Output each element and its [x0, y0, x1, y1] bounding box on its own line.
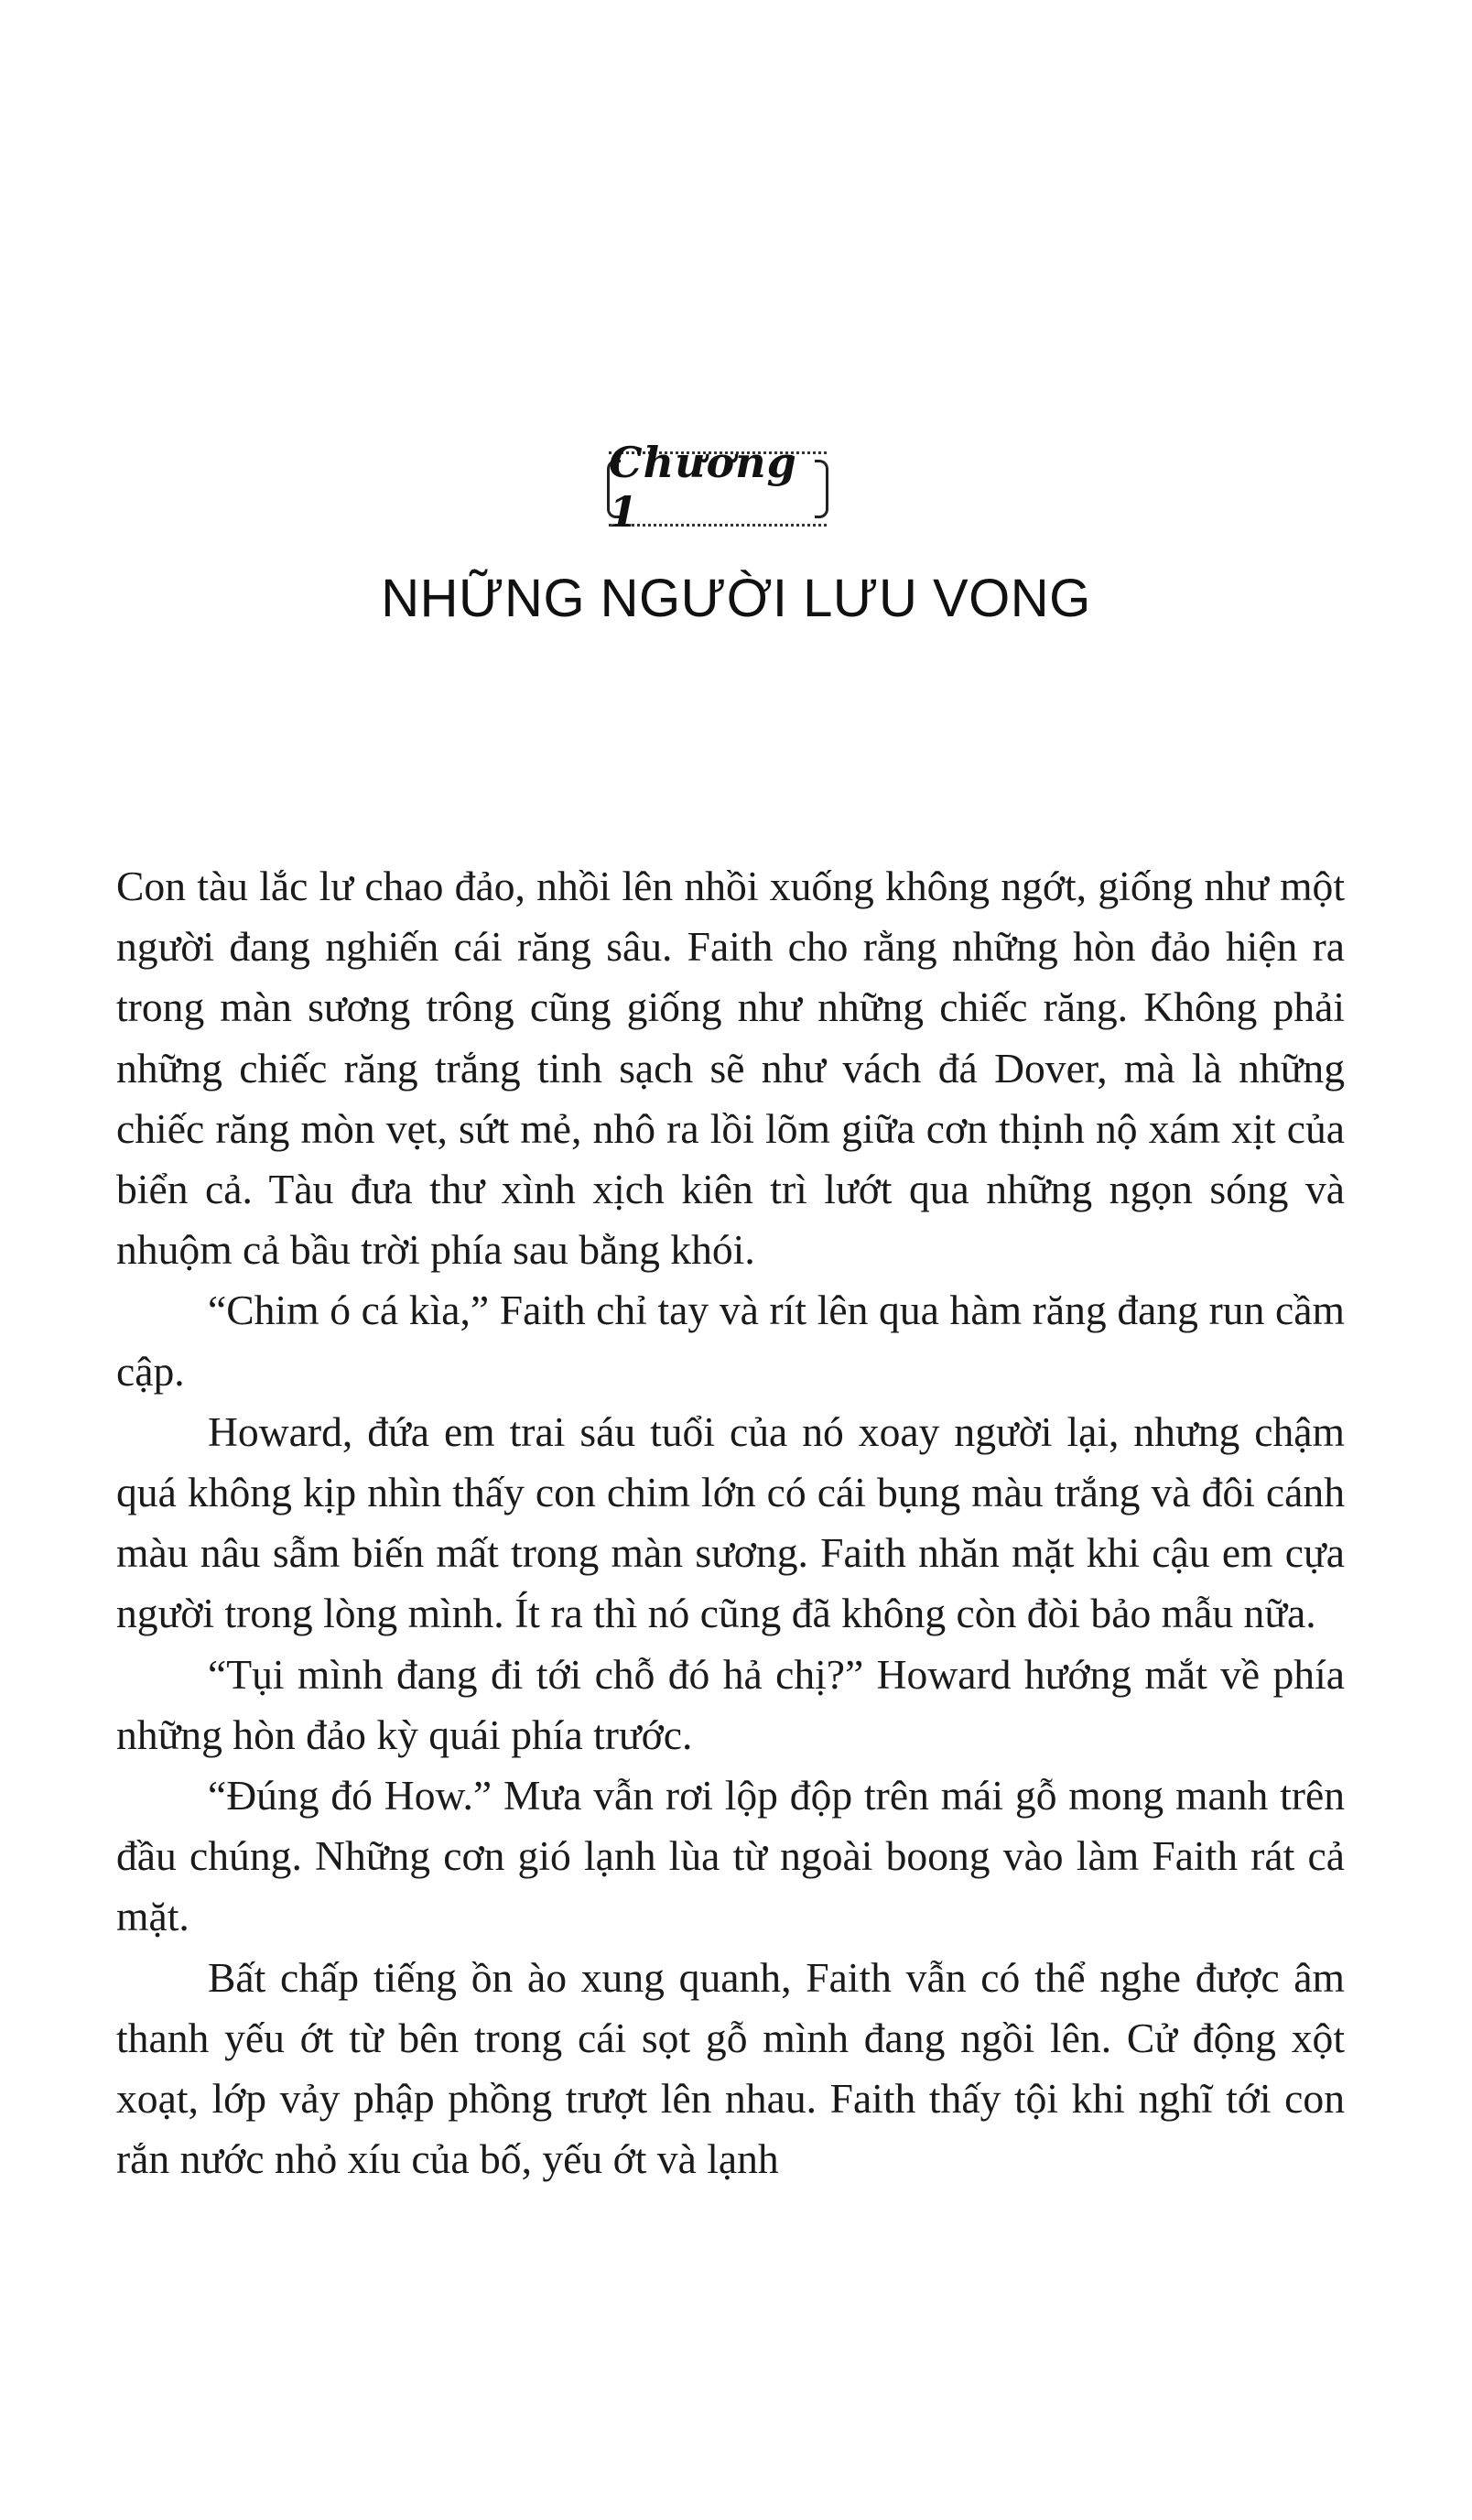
paragraph: Howard, đứa em trai sáu tuổi của nó xoay người lại, nhưng chậm quá không kịp nhìn thấy con chim lớn có cái bụng màu trắng và đôi cánh màu nâu sẫm biến mất trong màn sương. Faith nhăn mặt khi cậu em cựa người trong lòng mình. Ít ra thì nó cũng đã không còn đòi bảo mẫu nữa. [116, 1407, 1345, 1637]
paragraph: “Chim ó cá kìa,” Faith chỉ tay và rít lên qua hàm răng đang run cầm cập. [116, 1287, 1345, 1395]
paragraph: “Tụi mình đang đi tới chỗ đó hả chị?” Howard hướng mắt về phía những hòn đảo kỳ quái phía trước. [116, 1650, 1345, 1758]
paragraph: Bất chấp tiếng ồn ào xung quanh, Faith vẫn có thể nghe được âm thanh yếu ớt từ bên trong cái sọt gỗ mình đang ngồi lên. Cử động xột xoạt, lớp vảy phập phồng trượt lên nhau. Faith thấy tội khi nghĩ tới con rắn nước nhỏ xíu của bố, yếu ớt và lạnh [116, 1953, 1345, 2183]
chapter-label-frame [609, 438, 827, 537]
chapter-title: NHỮNG NGƯỜI LƯU VONG [381, 569, 1091, 628]
paragraph: “Đúng đó How.” Mưa vẫn rơi lộp độp trên mái gỗ mong manh trên đầu chúng. Những cơn gió lạnh lùa từ ngoài boong vào làm Faith rát cả mặt. [116, 1772, 1345, 1940]
chapter-label: Chương 1 [609, 438, 797, 537]
body-text [116, 856, 1345, 2189]
paragraph: Con tàu lắc lư chao đảo, nhồi lên nhồi xuống không ngớt, giống như một người đang nghiến cái răng sâu. Faith cho rằng những hòn đảo hiện ra trong màn sương trông cũng giống như những chiếc răng. Không phải những chiếc răng trắng tinh sạch sẽ như vách đá Dover, mà là những chiếc răng mòn vẹt, sứt mẻ, nhô ra lồi lõm giữa cơn thịnh nộ xám xịt của biển cả. Tàu đưa thư xình xịch kiên trì lướt qua những ngọn sóng và nhuộm cả bầu trời phía sau bằng khói. [116, 863, 1345, 1274]
